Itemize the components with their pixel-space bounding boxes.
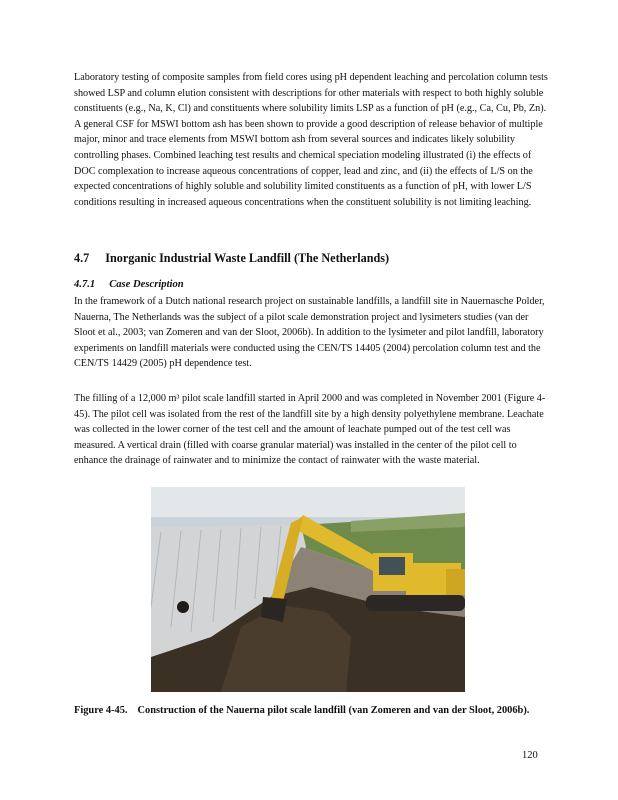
section-title: Inorganic Industrial Waste Landfill (The Netherlands) [105,251,390,265]
subsection-heading [74,279,184,290]
figure-label: Figure 4-45. [74,705,128,716]
pilot-landfill-paragraph: The filling of a 12,000 m³ pilot scale landfill started in April 2000 and was completed in November 2001 (Figure 4-45). The pilot cell was isolated from the rest of the landfill site by a high density polyethylene membrane. Leachate was collected in the lower corner of the test cell and the amount of leachate pumped out of the test cell was measured. A vertical drain (filled with coarse granular material) was installed in the center of the pilot cell to enhance the drainage of rainwater and to minimize the contact of rainwater with the waste material. [74,393,546,467]
intro-paragraph: Laboratory testing of composite samples from field cores using pH dependent leaching and percolation column tests showed LSP and column elution consistent with descriptions for other materials with respect to both highly soluble constituents (e.g., Na, K, Cl) and constituents where solubility limits LSP as a function of pH (e.g., Ca, Cu, Pb, Zn). A general CSF for MSWI bottom ash has been shown to provide a good description of release behavior of multiple major, minor and trace elements from MSWI bottom ash from several sources and indicates likely solubility controlling phases. Combined leaching test results and chemical speciation modeling illustrated (i) the effects of DOC complexation to increase aqueous concentrations of copper, lead and zinc, and (ii) the effects of L/S on the expected concentrations of highly soluble and solubility limited constituents as a function of pH, with lower L/S conditions resulting in increased aqueous concentrations when the constituent solubility is not limiting leaching. [74,72,548,208]
landfill-construction-photo [151,487,465,692]
figure-caption [74,705,529,716]
excavator-window [379,557,405,575]
subsection-title: Case Description [109,279,184,290]
section-number: 4.7 [74,251,90,265]
subsection-number: 4.7.1 [74,279,96,290]
photo-drain-barrel [177,601,189,613]
figure-caption-text: Construction of the Nauerna pilot scale landfill (van Zomeren and van der Sloot, 2006b). [137,705,530,716]
case-description-paragraph: In the framework of a Dutch national research project on sustainable landfills, a landfill site in Nauernasche Polder, Nauerna, The Netherlands was the subject of a pilot scale demonstration project and lysimeters studies (van der Sloot et al., 2003; van Zomeren and van der Sloot, 2006b). In addition to the lysimeter and pilot landfill, laboratory experiments on landfill materials were conducted using the CEN/TS 14405 (2004) percolation column test and the CEN/TS 14429 (2005) pH dependence test. [74,296,545,370]
excavator-tracks [366,595,465,611]
excavator-counterweight [446,569,465,595]
page-number: 120 [522,750,538,761]
section-heading [74,251,389,266]
